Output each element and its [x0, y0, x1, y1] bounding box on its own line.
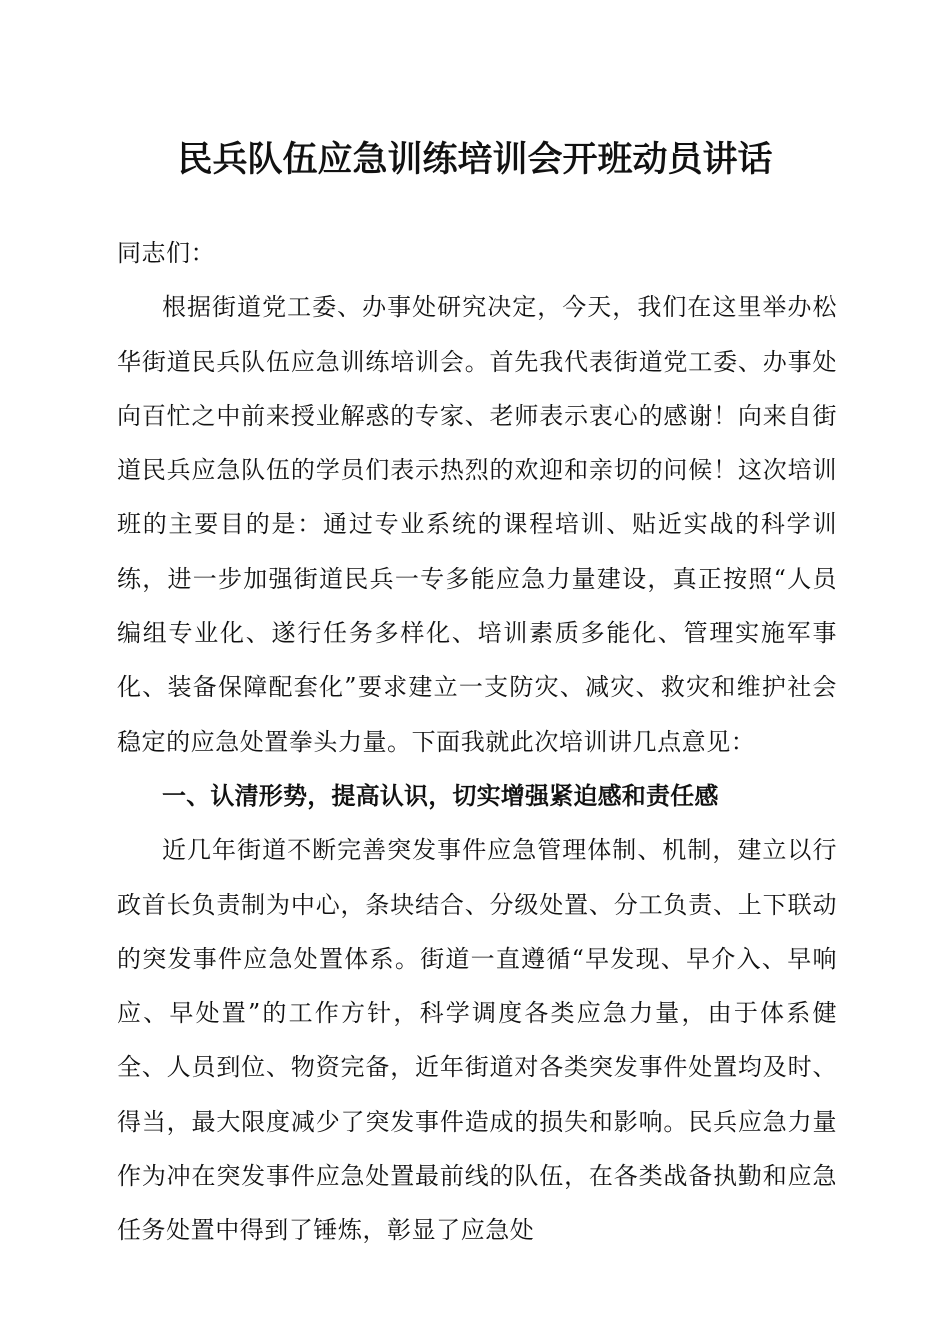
document-body — [117, 226, 837, 1258]
intro-paragraph: 根据街道党工委、办事处研究决定，今天，我们在这里举办松华街道民兵队伍应急训练培训会。首先我代表街道党工委、办事处向百忙之中前来授业解惑的专家、老师表示衷心的感谢！向来自街道民兵应急队伍的学员们表示热烈的欢迎和亲切的问候！这次培训班的主要目的是：通过专业系统的课程培训、贴近实战的科学训练，进一步加强街道民兵一专多能应急力量建设，真正按照“人员编组专业化、遂行任务多样化、培训素质多能化、管理实施军事化、装备保障配套化”要求建立一支防灾、减灾、救灾和维护社会稳定的应急处置拳头力量。下面我就此次培训讲几点意见： — [117, 293, 837, 756]
document-title: 民兵队伍应急训练培训会开班动员讲话 — [177, 139, 773, 180]
salutation: 同志们： — [117, 239, 216, 267]
section-heading: 一、认清形势，提高认识，切实增强紧迫感和责任感 — [162, 781, 719, 810]
section-paragraph: 近几年街道不断完善突发事件应急管理体制、机制，建立以行政首长负责制为中心，条块结合、分级处置、分工负责、上下联动的突发事件应急处置体系。街道一直遵循“早发现、早介入、早响应、早处置”的工作方针，科学调度各类应急力量，由于体系健全、人员到位、物资完备，近年街道对各类突发事件处置均及时、得当，最大限度减少了突发事件造成的损失和影响。民兵应急力量作为冲在突发事件应急处置最前线的队伍，在各类战备执勤和应急任务处置中得到了锤炼，彰显了应急处 — [117, 836, 837, 1245]
